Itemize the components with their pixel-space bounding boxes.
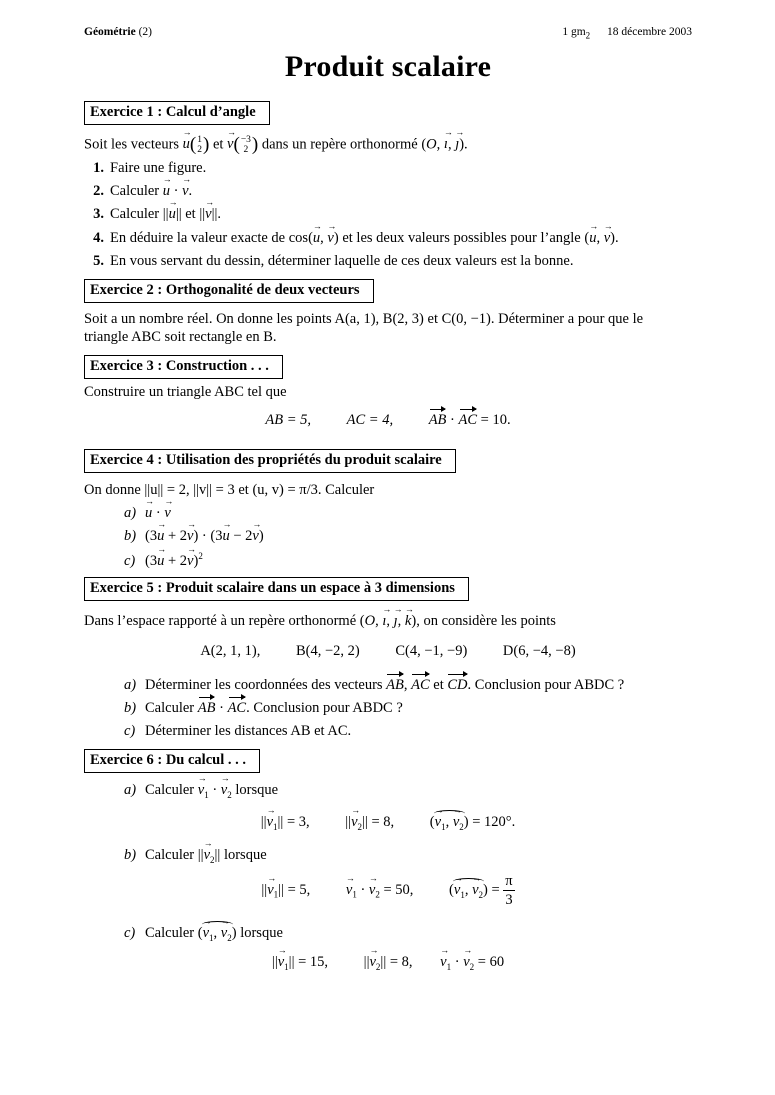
u-bot: 2 — [197, 144, 202, 155]
ex1-item-1-num: 1. — [93, 160, 104, 176]
ex1-item-5 — [84, 253, 573, 270]
ex6-item-c: c) Calculer (→ $v_1$, → $v_2$) lorsque — [124, 925, 283, 943]
exercise-2-heading: Exercice 2 : Orthogonalité de deux vecteurs — [84, 279, 374, 303]
header-date: 18 décembre 2003 — [607, 26, 692, 38]
ex1-item-3: 3. Calculer ||→ u|| et ||→ v||. — [84, 206, 221, 223]
frac-num: π — [505, 873, 513, 889]
ex6-c-label: c) — [124, 925, 136, 941]
header-right — [562, 26, 692, 41]
ex3-equation: AB = 5, AC = 4, AB · AC = 10. — [265, 412, 511, 428]
header-number: (2) — [138, 26, 153, 38]
ex6-b-eq1: = 5, — [287, 881, 311, 898]
ex1-item-1-text: Faire une figure. — [110, 160, 207, 176]
v-bot: 2 — [243, 144, 249, 155]
ex6-a-label: a) — [124, 782, 137, 798]
ex6-c-text: Calculer — [145, 925, 195, 941]
ex1-intro: Soit les vecteurs → u( 1 2 ) et → v( −3 2 ) dans un repère orthonormé (O, → ı, → ȷ). — [84, 134, 468, 156]
ex5-c-label: c) — [124, 723, 136, 739]
ex3-eq-ab: AB = 5, — [265, 412, 311, 428]
page-header — [84, 26, 692, 42]
ex6-c-equation: ||→ $v_1|| = 15$, ||→ $v_2|| = 8$, → $v_1$ · → $v_2 = 60$ — [84, 954, 692, 972]
ex5-line-1: Dans l’espace rapporté à un repère orthonormé (O, → ı, → ȷ, → k), on considère les points — [84, 613, 556, 630]
ex1-item-4-text-b: et les deux valeurs possibles pour l’angle — [342, 230, 581, 246]
ex3-eq-dot-value: = 10. — [480, 412, 511, 428]
ex4-b-label: b) — [124, 528, 137, 544]
ex4-item-a: a)→ u · → v — [124, 505, 171, 522]
ex5-b-text: Calculer — [145, 700, 195, 716]
ex6-a-eq1: = 3, — [286, 814, 310, 830]
ex1-item-4-text-a: En déduire la valeur exacte de cos — [110, 230, 309, 246]
point-a: A(2, 1, 1), — [200, 643, 261, 659]
u-top: 1 — [197, 134, 202, 145]
ex2-line-2: triangle ABC soit rectangle en B. — [84, 329, 277, 345]
ex6-b-text: Calculer — [145, 847, 195, 863]
ex6-item-a: a) Calculer → $v_1$ · → $v_2$ lorsque — [124, 782, 278, 800]
header-class-sub: 2 — [585, 30, 591, 41]
exercise-1-heading: Exercice 1 : Calcul d’angle — [84, 101, 270, 125]
ex5-item-c — [124, 723, 351, 740]
ex1-item-4-num: 4. — [93, 230, 104, 246]
ex1-item-3-text: Calculer — [110, 206, 160, 222]
exercise-4-heading: Exercice 4 : Utilisation des propriétés du produit scalaire — [84, 449, 456, 473]
point-d: D(6, −4, −8) — [502, 643, 576, 659]
ex6-c-eq3: = 60 — [477, 954, 505, 970]
ex1-item-5-text: En vous servant du dessin, déterminer laquelle de ces deux valeurs est la bonne. — [110, 253, 574, 269]
exercise-3-heading: Exercice 3 : Construction . . . — [84, 355, 283, 379]
ex1-item-5-num: 5. — [93, 253, 104, 269]
ex4-a-label: a) — [124, 505, 137, 521]
header-subject — [84, 26, 152, 39]
ex3-line-1: Construire un triangle ABC tel que — [84, 384, 287, 400]
ex2-line-1: Soit a un nombre réel. On donne les points A(a, 1), B(2, 3) et C(0, −1). Déterminer a pour que le — [84, 311, 644, 327]
ex1-item-3-and: et — [185, 206, 196, 222]
ex5-c-text: Déterminer les distances AB et AC. — [145, 723, 352, 739]
vector-u-coords — [197, 135, 202, 155]
v-top: −3 — [240, 134, 251, 145]
header-class-label: 1 gm — [562, 26, 586, 38]
page-title: Produit scalaire — [284, 50, 492, 83]
vector-v-coords — [241, 135, 251, 155]
ex6-a-text: Calculer — [145, 782, 195, 798]
ex5-line-1-a: Dans l’espace rapporté à un repère orthonormé — [84, 613, 357, 629]
ex1-intro-a: Soit les vecteurs — [84, 136, 180, 153]
ex5-item-b: b) Calculer AB · AC. Conclusion pour ABDC ? — [124, 700, 403, 716]
ex1-item-2-text: Calculer — [110, 183, 160, 199]
ex3-eq-ac: AC = 4, — [346, 412, 394, 428]
ex6-a-eq2: = 8, — [371, 814, 395, 830]
ex4-item-c: c) $(3\to u + 2\to v)^2$ — [124, 551, 203, 570]
ex5-points — [84, 643, 692, 660]
vector-v: → v — [227, 136, 233, 153]
ex6-c-eq1: = 15, — [298, 954, 329, 970]
point-b: B(4, −2, 2) — [295, 643, 360, 659]
ex1-item-2: 2. Calculer → u · → v. — [84, 183, 192, 200]
exercise-5-heading: Exercice 5 : Produit scalaire dans un espace à 3 dimensions — [84, 577, 469, 601]
header-class — [562, 26, 591, 41]
ex1-intro-and: et — [212, 136, 224, 153]
ex4-line-1: On donne ||u|| = 2, ||v|| = 3 et (u, v) = π/3. Calculer — [84, 482, 375, 498]
ex4-item-b: b) (3→ u + 2→ v) · (3→ u − 2→ v) — [124, 528, 264, 545]
ex1-item-2-num: 2. — [93, 183, 104, 199]
ex6-c-eq2: = 8, — [389, 954, 413, 970]
ex4-c-label: c) — [124, 552, 136, 569]
ex6-b-end: lorsque — [223, 847, 267, 863]
ex5-b-end: . Conclusion pour ABDC ? — [246, 700, 403, 716]
ex1-intro-b: dans un repère orthonormé — [261, 136, 418, 153]
ex5-item-a: a) Déterminer les coordonnées des vecteurs AB, AC et CD. Conclusion pour ABDC ? — [124, 677, 625, 693]
ex5-line-1-end: , on considère les points — [416, 613, 556, 629]
ex6-a-end: lorsque — [235, 782, 279, 798]
ex6-item-b: b) Calculer ||→ $v_2||$ lorsque — [124, 847, 267, 865]
ex5-a-end: . Conclusion pour ABDC ? — [467, 677, 625, 693]
pi-over-3 — [503, 872, 514, 909]
ex6-b-label: b) — [124, 847, 137, 863]
ex6-b-eq3: = — [491, 881, 500, 898]
vector-u: → u — [183, 136, 190, 153]
ex1-item-4: 4. En déduire la valeur exacte de cos(→ u, → v) et les deux valeurs possibles pour l’angle (→ u, → v). — [84, 230, 619, 247]
ex6-b-eq2: = 50, — [383, 881, 414, 898]
exercise-6-heading: Exercice 6 : Du calcul . . . — [84, 749, 260, 773]
ex6-b-equation: ||→ $v_1|| = 5$, → $v_1$ · → $v_2 = 50$, (→ $v_1$, → $v_2$) = $\frac{\pi}{3}$ — [84, 872, 692, 909]
ex5-a-text: Déterminer les coordonnées des vecteurs — [145, 677, 383, 693]
point-c: C(4, −1, −9) — [395, 643, 468, 659]
ex6-a-eq3: = 120°. — [472, 814, 516, 830]
header-subject-label: Géométrie — [84, 26, 136, 38]
frac-den: 3 — [505, 892, 513, 908]
ex5-a-label: a) — [124, 677, 137, 693]
ex5-b-label: b) — [124, 700, 137, 716]
ex6-a-equation: ||→ $v_1|| = 3$, ||→ $v_2|| = 8$, (→ $v_1$, → $v_2) = 120^\circ$. — [84, 814, 692, 832]
ex6-c-end: lorsque — [240, 925, 283, 941]
ex1-item-3-num: 3. — [93, 206, 104, 222]
